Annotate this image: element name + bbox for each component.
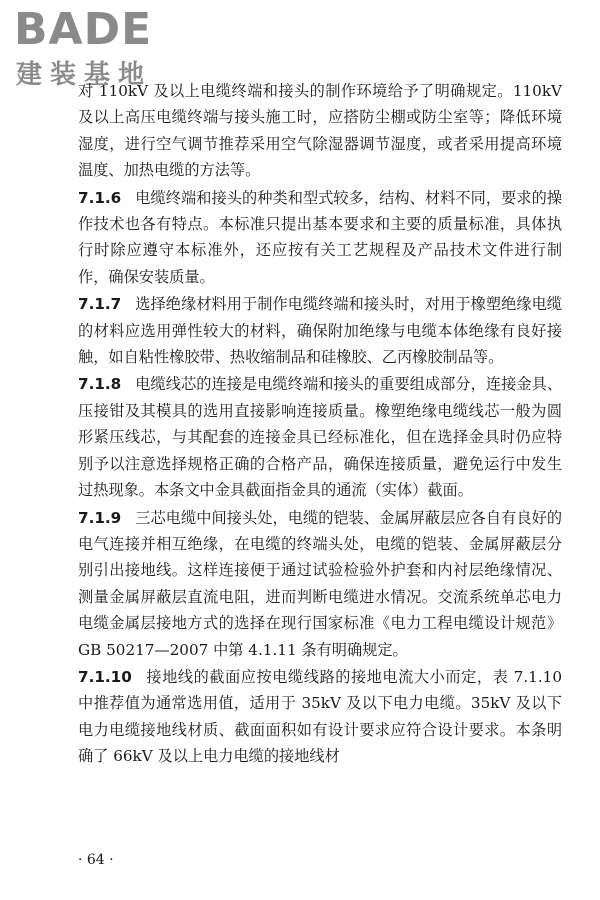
paragraph-7-1-9 xyxy=(78,505,562,663)
paragraph-7-1-10 xyxy=(78,664,562,770)
paragraph-text: 选择绝缘材料用于制作电缆终端和接头时，对用于橡塑绝缘电缆的材料应选用弹性较大的材料，确保附加绝缘与电缆本体绝缘有良好接触，如自粘性橡胶带、热收缩制品和硅橡胶、乙丙橡胶制品等。 xyxy=(78,295,562,367)
logo-subtitle: 建装基地 xyxy=(16,60,153,90)
paragraph-7-1-8 xyxy=(78,371,562,503)
clause-number: 7.1.10 xyxy=(78,667,132,686)
paragraph-text: 对 110kV 及以上电缆终端和接头的制作环境给予了明确规定。110kV 及以上高压电缆终端与接头施工时，应搭防尘棚或防尘室等；降低环境湿度，进行空气调节推荐采用空气除湿器调节湿度，或者采用提高环境温度、加热电缆的方法等。 xyxy=(78,82,562,180)
paragraph-text: 接地线的截面应按电缆线路的接地电流大小而定，表 7.1.10 中推荐值为通常选用值，适用于 35kV 及以下电力电缆。35kV 及以下电力电缆接地线材质、截面面积如有设计要求应符合设计要求。本条明确了 66kV 及以上电力电缆的接地线材 xyxy=(78,667,562,766)
paragraph-intro xyxy=(78,78,562,184)
logo-wordmark: BADE xyxy=(14,4,153,55)
clause-number: 7.1.9 xyxy=(78,508,122,527)
document-body xyxy=(78,78,562,771)
paragraph-text: 三芯电缆中间接头处，电缆的铠装、金属屏蔽层应各自有良好的电气连接并相互绝缘，在电缆的终端头处，电缆的铠装、金属屏蔽层分别引出接地线。这样连接便于通过试验检验外护套和内衬层绝缘情况、测量金属屏蔽层直流电阻，进而判断电缆进水情况。交流系统单芯电力电缆金属层接地方式的选择在现行国家标准《电力工程电缆设计规范》GB 50217—2007 中第 4.1.11 条有明确规定。 xyxy=(78,508,562,659)
paragraph-7-1-7 xyxy=(78,291,562,370)
paragraph-7-1-6 xyxy=(78,185,562,291)
clause-number: 7.1.8 xyxy=(78,375,122,394)
paragraph-text: 电缆线芯的连接是电缆终端和接头的重要组成部分，连接金具、压接钳及其模具的选用直接影响连接质量。橡塑绝缘电缆线芯一般为圆形紧压线芯，与其配套的连接金具已经标准化，但在选择金具时仍应特别予以注意选择规格正确的合格产品，确保连接质量，避免运行中发生过热现象。本条文中金具截面指金具的通流（实体）截面。 xyxy=(78,375,562,500)
paragraph-text: 电缆终端和接头的种类和型式较多，结构、材料不同，要求的操作技术也各有特点。本标准只提出基本要求和主要的质量标准，具体执行时除应遵守本标准外，还应按有关工艺规程及产品技术文件进行制作，确保安装质量。 xyxy=(78,188,562,286)
page-number: · 64 · xyxy=(78,852,114,868)
clause-number: 7.1.6 xyxy=(78,188,122,207)
clause-number: 7.1.7 xyxy=(78,295,122,314)
